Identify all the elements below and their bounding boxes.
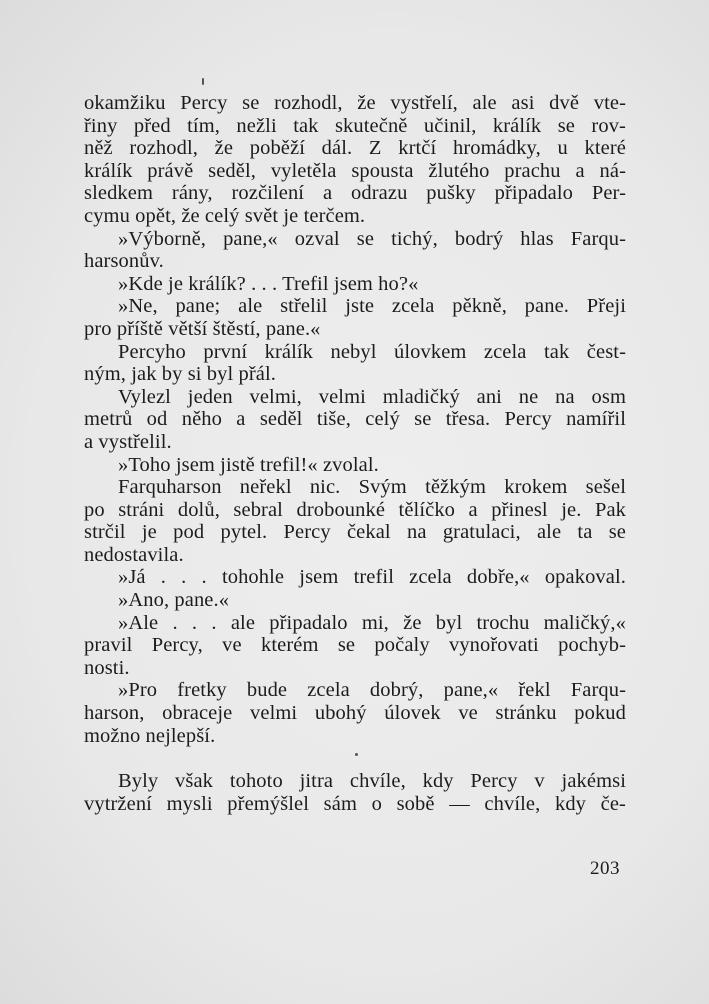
page-number: 203: [590, 858, 620, 879]
text-line: cymu opět, že celý svět je terčem.: [84, 204, 366, 227]
text-line: »Kde je králík? . . . Trefil jsem ho?«: [118, 272, 419, 295]
text-line: ným, jak by si byl přál.: [84, 363, 277, 386]
body-text: [84, 92, 626, 815]
text-line: něž rozhodl, že poběží dál. Z krtčí hromádky, u které: [84, 137, 626, 160]
text-line: pravil Percy, ve kterém se počaly vynořovati pochyb-: [84, 634, 626, 657]
text-line: Percyho první králík nebyl úlovkem zcela tak čest-: [118, 340, 626, 363]
text-line: nedostavila.: [84, 543, 184, 566]
text-line: králík právě seděl, vyletěla spousta žlutého prachu a ná-: [84, 159, 626, 182]
text-line: nosti.: [84, 656, 130, 679]
ink-speck: [202, 78, 204, 85]
text-line: po stráni dolů, sebral drobounké tělíčko a přinesl je. Pak: [84, 498, 626, 521]
text-line: metrů od něho a seděl tiše, celý se třesa. Percy namířil: [84, 408, 626, 431]
text-line: »Ale . . . ale připadalo mi, že byl trochu maličký,«: [118, 611, 626, 634]
text-line: »Výborně, pane,« ozval se tichý, bodrý hlas Farqu-: [118, 227, 626, 250]
text-line: vytržení mysli přemýšlel sám o sobě — chvíle, kdy če-: [84, 792, 626, 815]
text-line: »Ne, pane; ale střelil jste zcela pěkně, pane. Přeji: [118, 295, 626, 318]
text-line: strčil je pod pytel. Percy čekal na gratulaci, ale ta se: [84, 521, 626, 544]
text-line: okamžiku Percy se rozhodl, že vystřelí, ale asi dvě vte-: [84, 92, 626, 114]
text-line: »Já . . . tohohle jsem trefil zcela dobře,« opakoval.: [118, 566, 626, 589]
text-line: řiny před tím, nežli tak skutečně učinil, králík se rov-: [84, 114, 626, 137]
text-line: »Ano, pane.«: [118, 589, 230, 612]
text-line: Byly však tohoto jitra chvíle, kdy Percy v jakémsi: [118, 770, 626, 793]
text-line: Vylezl jeden velmi, velmi mladičký ani ne na osm: [118, 385, 626, 408]
text-line: sledkem rány, rozčilení a odrazu pušky připadalo Per-: [84, 182, 626, 205]
text-line: a vystřelil.: [84, 430, 172, 453]
text-line: »Toho jsem jistě trefil!« zvolal.: [118, 453, 379, 476]
text-line: »Pro fretky bude zcela dobrý, pane,« řekl Farqu-: [118, 679, 626, 702]
text-line: harson, obraceje velmi ubohý úlovek ve stránku pokud: [84, 702, 626, 725]
text-line: Farquharson neřekl nic. Svým těžkým krokem sešel: [118, 476, 626, 499]
text-line: možno nejlepší.: [84, 724, 216, 747]
text-line: harsonův.: [84, 250, 164, 273]
text-line: pro příště větší štěstí, pane.«: [84, 317, 321, 340]
